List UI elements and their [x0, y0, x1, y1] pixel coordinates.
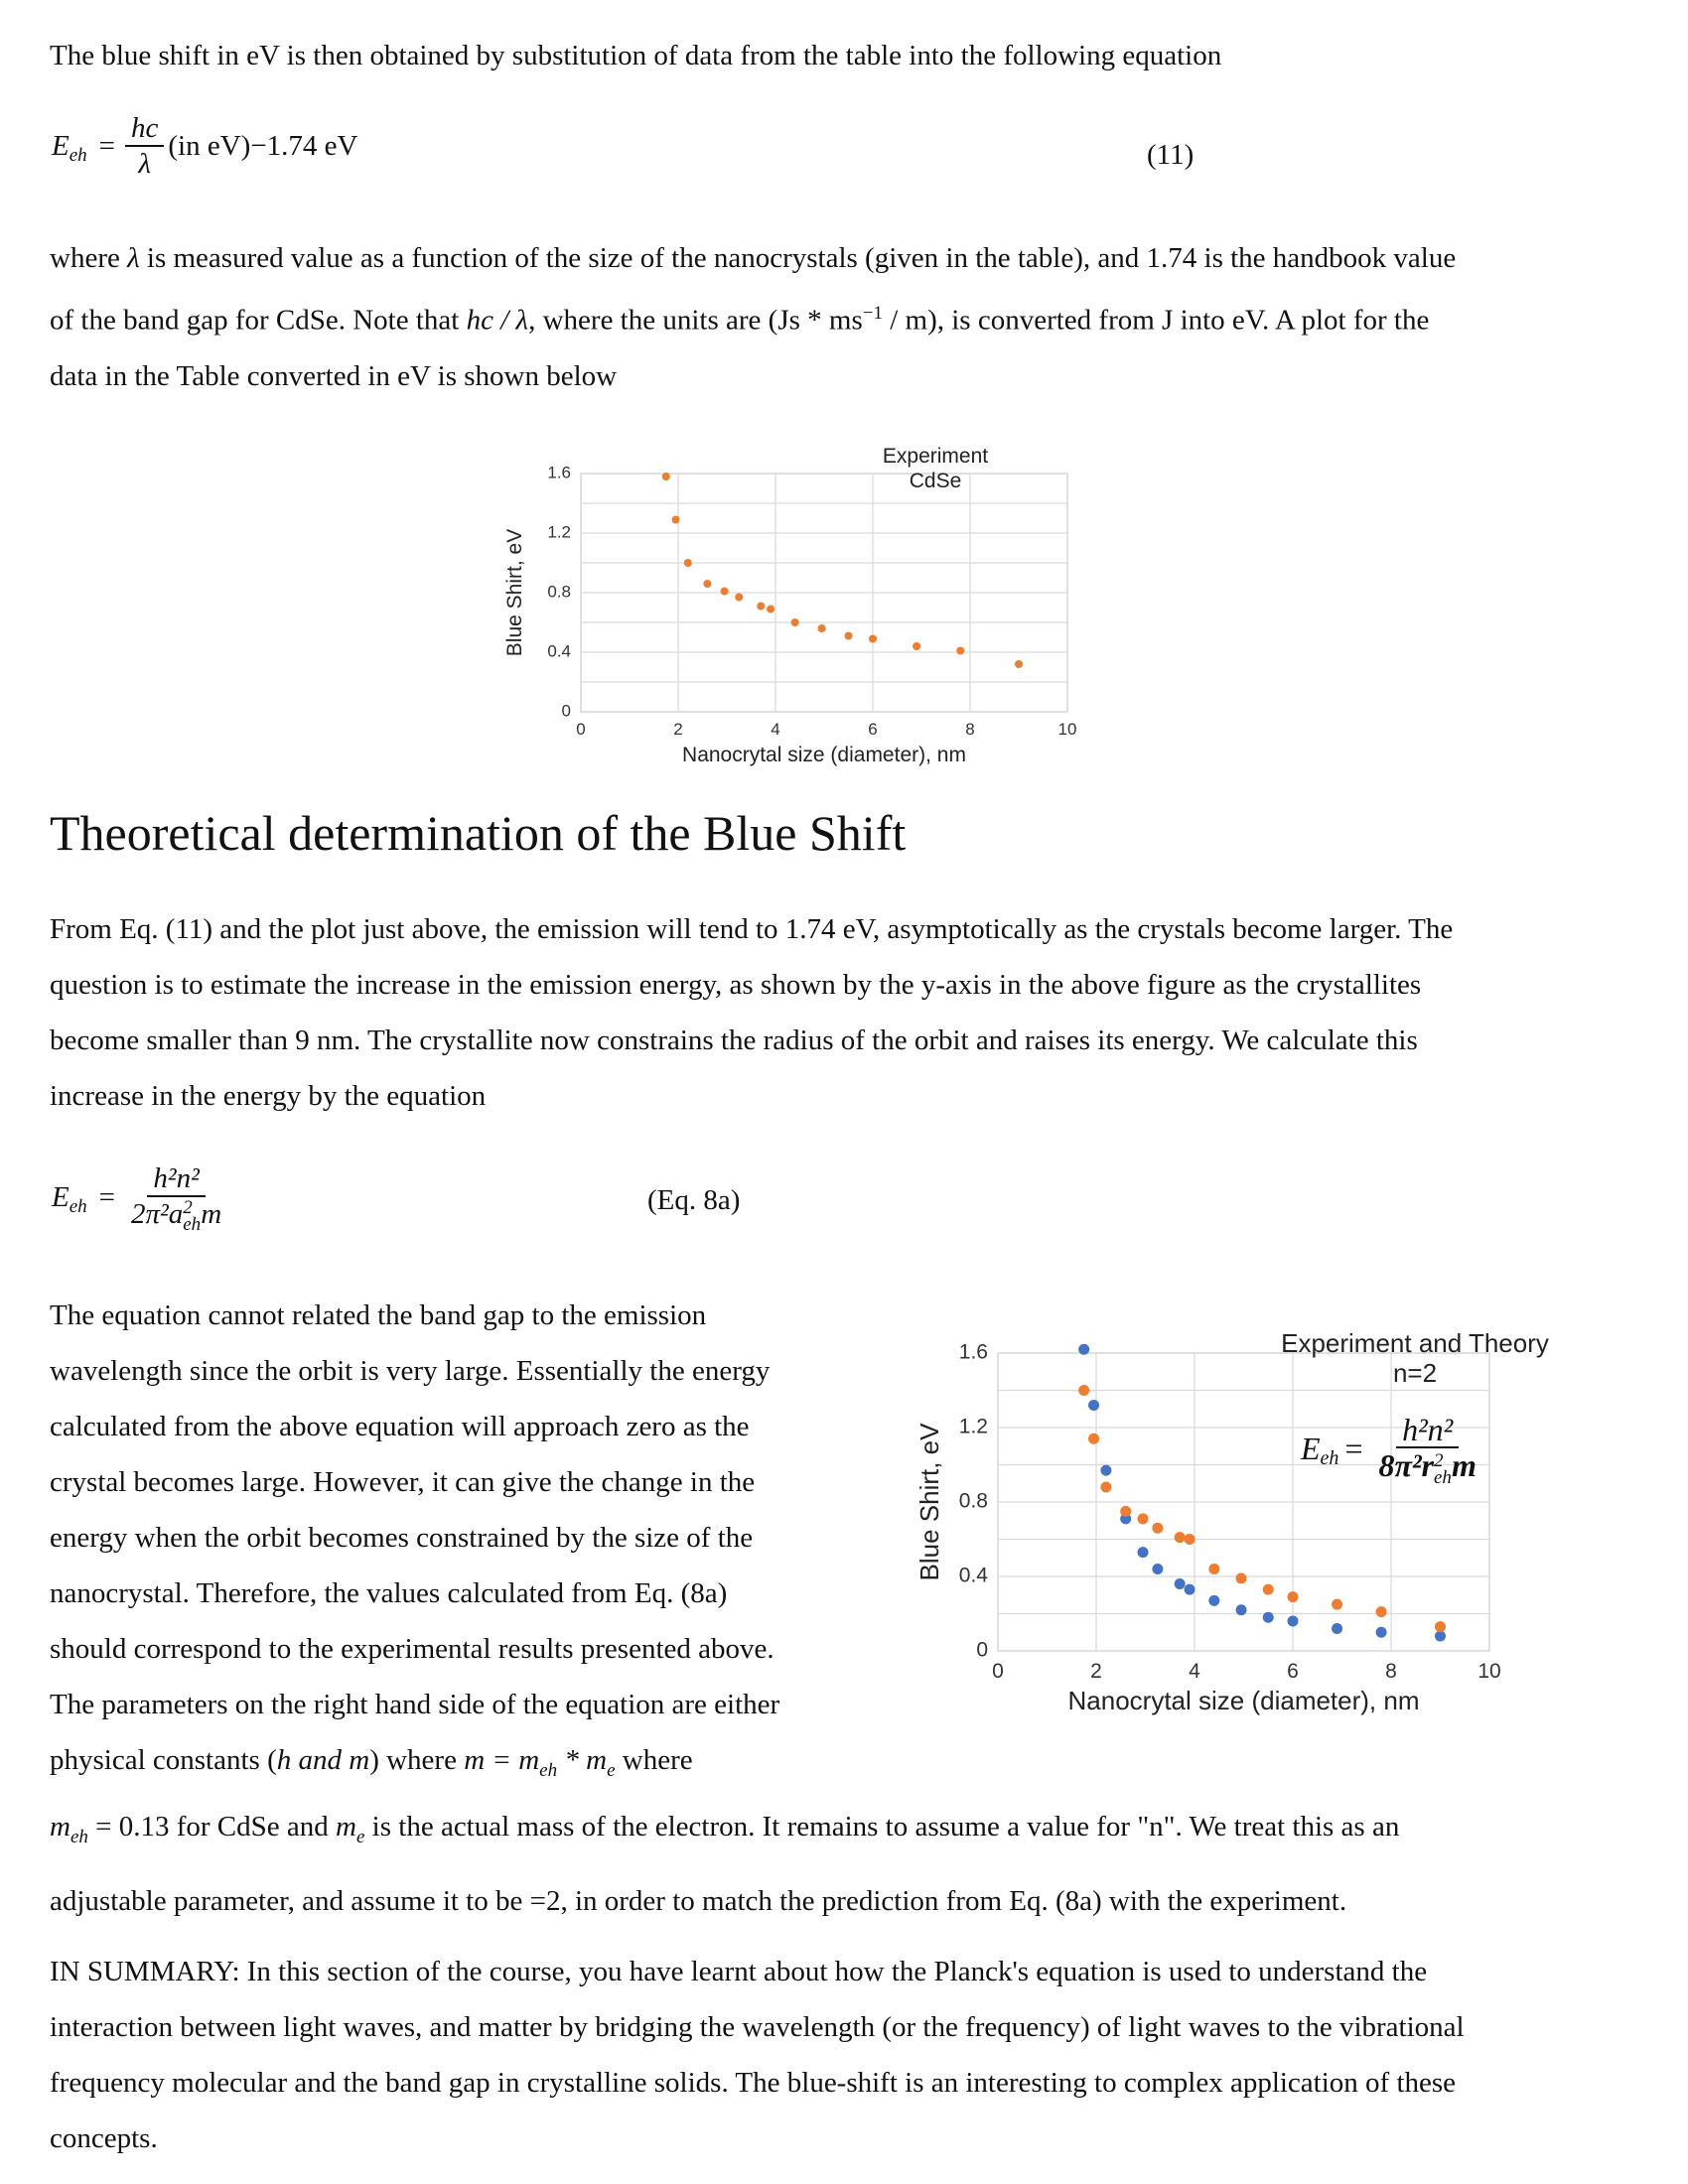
summary-line: concepts. [50, 2122, 158, 2154]
section-heading: Theoretical determination of the Blue Shift [50, 805, 907, 861]
para2-line: question is to estimate the increase in the emission energy, as shown by the y-axis in the above figure as the crystallites [50, 969, 1422, 1001]
eq11-lhs-sub: eh [69, 145, 87, 166]
x-tick-label: 2 [1090, 1660, 1102, 1683]
y-tick-label: 1.2 [958, 1415, 988, 1438]
eq11-fraction [125, 111, 164, 181]
x-tick-label: 2 [673, 720, 683, 739]
data-point [721, 588, 729, 596]
chart-title-line: n=2 [1392, 1358, 1438, 1388]
eq11-lhs: E [52, 129, 70, 162]
para3-line: The equation cannot related the band gap to the emission [50, 1299, 707, 1331]
y-tick-label: 0.4 [958, 1564, 988, 1587]
equation-8a: E $_{eh}$ = h²n² 2π²a 2 eh m [52, 1161, 231, 1233]
eq11-numerator: hc [125, 111, 164, 147]
data-point [1138, 1547, 1149, 1558]
data-point [1185, 1534, 1196, 1545]
data-point [1332, 1599, 1342, 1610]
data-point [1088, 1400, 1099, 1411]
para2-line: become smaller than 9 nm. The crystallite now constrains the radius of the orbit and raises its energy. We calculate this [50, 1024, 1418, 1056]
x-axis-label: Nanocrytal size (diameter), nm [682, 744, 966, 766]
y-axis-label: Blue Shirt, eV [503, 528, 526, 657]
data-point [1100, 1482, 1111, 1493]
eq8a-label: (Eq. 8a) [647, 1184, 741, 1216]
data-point [1208, 1595, 1219, 1606]
eq11-rest: (in eV)−1.74 eV [168, 129, 358, 162]
data-point [672, 516, 680, 524]
para3-line: should correspond to the experimental results presented above. [50, 1633, 774, 1665]
data-point [1288, 1591, 1299, 1602]
chart-experiment-cdse [496, 432, 1092, 779]
data-point [1263, 1612, 1274, 1623]
para2-line: increase in the energy by the equation [50, 1080, 487, 1112]
summary-line: frequency molecular and the band gap in crystalline solids. The blue-shift is an interesting to complex application of these [50, 2067, 1457, 2099]
data-point [1185, 1584, 1196, 1595]
data-point [662, 473, 670, 480]
x-tick-label: 6 [868, 720, 878, 739]
para3-line: crystal becomes large. However, it can give the change in the [50, 1466, 756, 1498]
x-tick-label: 8 [965, 720, 975, 739]
data-point [1332, 1623, 1342, 1634]
data-point [1435, 1631, 1446, 1642]
chart-experiment-theory [899, 1315, 1609, 1732]
x-tick-label: 4 [1189, 1660, 1200, 1683]
data-point [1078, 1385, 1089, 1396]
data-point [1376, 1606, 1387, 1617]
data-point [1152, 1523, 1163, 1534]
chart-title-line: Experiment [882, 445, 989, 468]
summary-line: interaction between light waves, and matter by bridging the wavelength (or the frequency) of light waves to the vibrational [50, 2011, 1465, 2043]
para4-line1: $m_{eh} = 0.13$ for CdSe and $m_e$ is the actual mass of the electron. It remains to assume a value for "n". We treat this as an [50, 1811, 1400, 1847]
equation-11: E $_{eh}$ = $\frac{hc}{\lambda}$ (in eV)−1.74 eV [52, 112, 358, 180]
paragraph-4 [50, 1799, 1399, 1929]
x-tick-label: 0 [576, 720, 586, 739]
data-point [1288, 1616, 1299, 1627]
data-point [791, 618, 799, 626]
para2-line: From Eq. (11) and the plot just above, the emission will tend to 1.74 eV, asymptotically as the crystals become larger. The [50, 913, 1454, 945]
y-tick-label: 1.2 [547, 522, 571, 542]
data-point [845, 632, 853, 640]
summary-line: IN SUMMARY: In this section of the course, you have learnt about how the Planck's equation is used to understand the [50, 1956, 1428, 1987]
y-tick-label: 1.6 [547, 463, 571, 482]
data-point [735, 594, 743, 602]
data-point [869, 635, 877, 643]
eq11-denominator: λ [138, 148, 151, 180]
data-point [1376, 1627, 1387, 1638]
where-paragraph: where λ is measured value as a function of the size of the nanocrystals (given in the table), and 1.74 is the handbook value of the band gap for CdSe. Note that hc / λ, where the units are $(Js * ms^{-1} / m)$, is converted from J into eV. A plot for the data in the Table converted in eV is shown below [50, 242, 1457, 392]
para3-line: nanocrystal. Therefore, the values calculated from Eq. (8a) [50, 1577, 728, 1609]
paragraph-3 [50, 1288, 779, 1799]
para3-line: wavelength since the orbit is very large. Essentially the energy [50, 1355, 771, 1387]
intro-text: The blue shift in eV is then obtained by substitution of data from the table into the following equation [50, 40, 1222, 71]
chart-title-line: CdSe [909, 470, 962, 492]
data-point [1175, 1578, 1186, 1589]
y-tick-label: 0.4 [547, 641, 571, 661]
data-point [1120, 1506, 1131, 1517]
data-point [1175, 1532, 1186, 1543]
data-point [1236, 1572, 1247, 1583]
para3-line: calculated from the above equation will approach zero as the [50, 1411, 750, 1442]
eq8a-fraction: h²n² 2π²a 2 eh m [131, 1162, 222, 1236]
data-point [818, 624, 826, 632]
x-tick-label: 6 [1287, 1660, 1299, 1683]
data-point [703, 580, 711, 588]
data-point [757, 603, 765, 611]
data-point [684, 559, 692, 567]
y-tick-label: 0 [976, 1638, 988, 1662]
data-point [913, 642, 920, 650]
y-tick-label: 0.8 [547, 582, 571, 602]
data-point [1208, 1564, 1219, 1574]
y-tick-label: 0 [561, 701, 571, 721]
y-tick-label: 1.6 [958, 1340, 988, 1364]
data-point [1078, 1344, 1089, 1355]
data-point [1015, 660, 1023, 668]
chart-title-line: Experiment and Theory [1281, 1328, 1549, 1358]
x-tick-label: 10 [1477, 1660, 1501, 1683]
para3-line: energy when the orbit becomes constrained by the size of the [50, 1522, 754, 1554]
paragraph-2 [50, 901, 1453, 1124]
y-axis-label: Blue Shirt, eV [914, 1423, 944, 1581]
x-tick-label: 10 [1057, 720, 1077, 739]
x-tick-label: 4 [771, 720, 780, 739]
chart2-formula: E $_{eh}$ = h²n² 8π²r 2 eh m [1301, 1412, 1477, 1488]
para3-line-last: physical constants (h and m) where $m = m_{eh} * m_e$ where [50, 1744, 693, 1781]
para4-line2: adjustable parameter, and assume it to be =2, in order to match the prediction from Eq. (8a) with the experiment. [50, 1884, 1347, 1917]
data-point [1100, 1465, 1111, 1476]
data-point [767, 606, 774, 614]
x-tick-label: 0 [992, 1660, 1004, 1683]
data-point [1088, 1433, 1099, 1444]
data-point [1435, 1621, 1446, 1632]
para3-line: The parameters on the right hand side of the equation are either [50, 1689, 780, 1720]
eq11-number: (11) [1147, 139, 1195, 171]
data-point [1236, 1604, 1247, 1615]
data-point [1138, 1513, 1149, 1524]
y-tick-label: 0.8 [958, 1489, 988, 1513]
chart1-svg [496, 432, 1092, 779]
data-point [1263, 1584, 1274, 1595]
data-point [1152, 1564, 1163, 1574]
x-tick-label: 8 [1385, 1660, 1397, 1683]
chart2-svg [899, 1315, 1609, 1732]
data-point [956, 647, 964, 655]
summary-paragraph [50, 1944, 1465, 2166]
x-axis-label: Nanocrytal size (diameter), nm [1067, 1686, 1420, 1715]
